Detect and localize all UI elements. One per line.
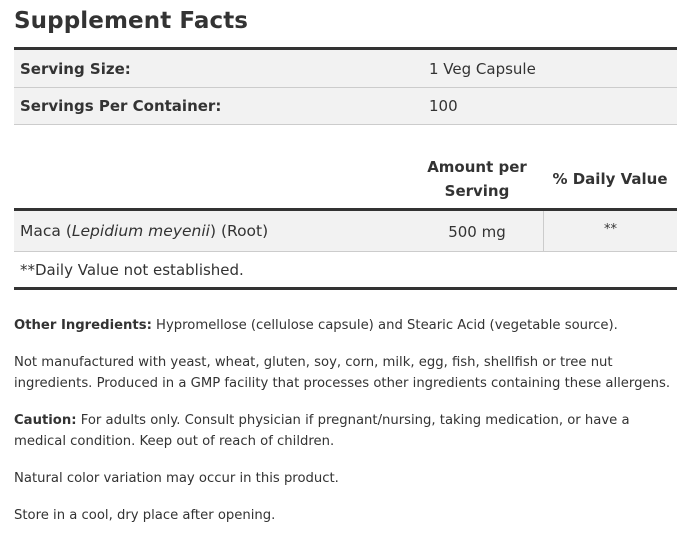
bottom-divider <box>14 287 677 290</box>
caution-note <box>14 410 674 452</box>
daily-value-header: % Daily Value <box>552 170 668 188</box>
other-ingredients-text: Hypromellose (cellulose capsule) and Stearic Acid (vegetable source). <box>151 318 618 333</box>
ingredient-latin-name: Lepidium meyenii <box>71 222 210 240</box>
color-variation-note: Natural color variation may occur in this product. <box>14 471 339 486</box>
other-ingredients-label: Other Ingredients: <box>14 318 152 333</box>
serving-size-value: 1 Veg Capsule <box>429 60 536 78</box>
servings-per-container-label: Servings Per Container: <box>20 97 222 115</box>
caution-label: Caution: <box>14 413 77 428</box>
row-divider <box>14 124 677 125</box>
daily-value-footnote: **Daily Value not established. <box>20 261 244 279</box>
ingredient-daily-value: ** <box>604 222 617 237</box>
caution-text: For adults only. Consult physician if pregnant/nursing, taking medication, or have a medical condition. Keep out of reach of children. <box>14 413 630 449</box>
amount-per-serving-header-line2: Serving <box>444 182 510 200</box>
row-divider <box>14 251 677 252</box>
servings-per-container-value: 100 <box>429 97 458 115</box>
other-ingredients <box>14 315 674 336</box>
page-title: Supplement Facts <box>14 8 249 34</box>
ingredient-name: Maca (Lepidium meyenii) (Root) <box>20 222 269 240</box>
amount-per-serving-header-line1: Amount per <box>427 158 527 176</box>
serving-size-label: Serving Size: <box>20 60 131 78</box>
storage-note: Store in a cool, dry place after opening. <box>14 508 276 523</box>
allergen-note: Not manufactured with yeast, wheat, gluten, soy, corn, milk, egg, fish, shellfish or tree nut ingredients. Produced in a GMP facility that processes other ingredients containing these allergens. <box>14 355 671 391</box>
ingredient-amount: 500 mg <box>448 223 506 241</box>
